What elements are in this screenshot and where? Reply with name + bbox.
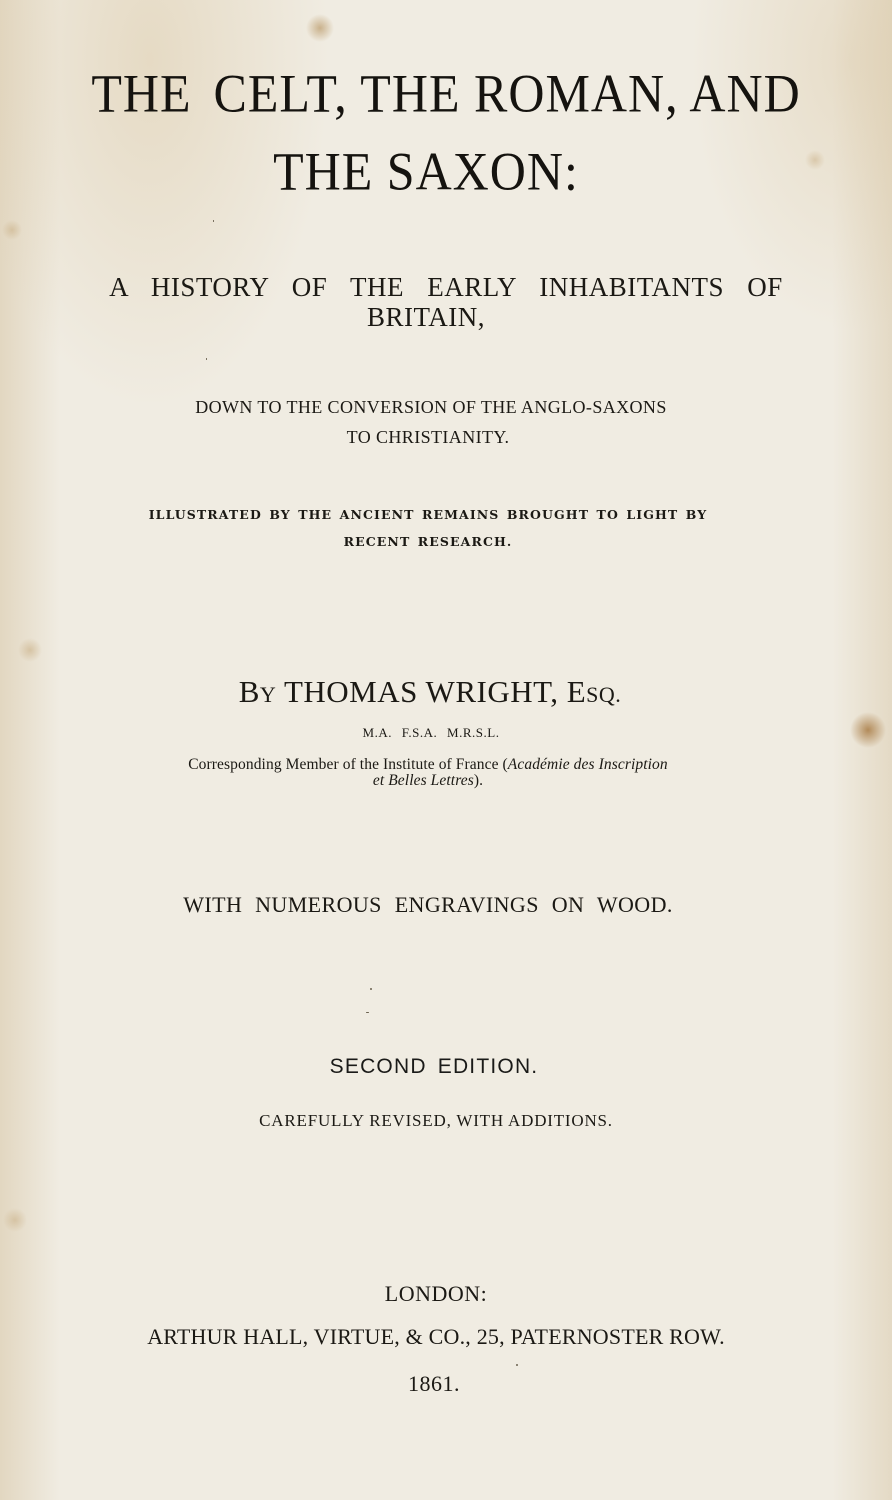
author-degrees: M.A. F.S.A. M.R.S.L.: [362, 725, 500, 740]
paper-speck: [213, 220, 214, 222]
illustrated-line-2: RECENT RESEARCH.: [343, 534, 513, 549]
book-title-line-2: THE SAXON:: [273, 140, 579, 202]
edition-label: SECOND EDITION.: [329, 1055, 539, 1078]
subtitle-line-2: BRITAIN,: [366, 302, 486, 332]
author-line: [0, 676, 876, 707]
book-title-line-1: [0, 62, 892, 124]
author-name: THOMAS WRIGHT,: [283, 674, 559, 709]
author-affiliation-line-2: et Belles Lettres).: [372, 772, 484, 789]
paper-speck: [366, 1012, 369, 1013]
paper-speck: [370, 988, 372, 990]
imprint-city: LONDON:: [384, 1281, 488, 1306]
title-rest: CELT, THE ROMAN, AND: [213, 62, 801, 124]
scope-line-1: DOWN TO THE CONVERSION OF THE ANGLO-SAXONS: [195, 397, 667, 417]
paper-speck: [206, 358, 207, 360]
engravings-note: WITH NUMEROUS ENGRAVINGS ON WOOD.: [183, 892, 673, 917]
illustrated-line-1: ILLUSTRATED BY THE ANCIENT REMAINS BROUGHT TO LIGHT BY: [148, 507, 708, 522]
author-by: BY: [238, 674, 277, 709]
title-word-the: THE: [91, 62, 192, 124]
paper-speck: [516, 1364, 518, 1366]
imprint-year: 1861.: [408, 1371, 460, 1396]
author-esq: ESQ.: [566, 674, 622, 709]
author-affiliation-line-1: Corresponding Member of the Institute of France (Académie des Inscription: [188, 756, 668, 773]
subtitle-line-1: A HISTORY OF THE EARLY INHABITANTS OF: [109, 272, 783, 302]
revised-note: CAREFULLY REVISED, WITH ADDITIONS.: [259, 1111, 613, 1130]
imprint-publisher: ARTHUR HALL, VIRTUE, & CO., 25, PATERNOSTER ROW.: [147, 1324, 725, 1349]
scope-line-2: TO CHRISTIANITY.: [346, 427, 510, 447]
